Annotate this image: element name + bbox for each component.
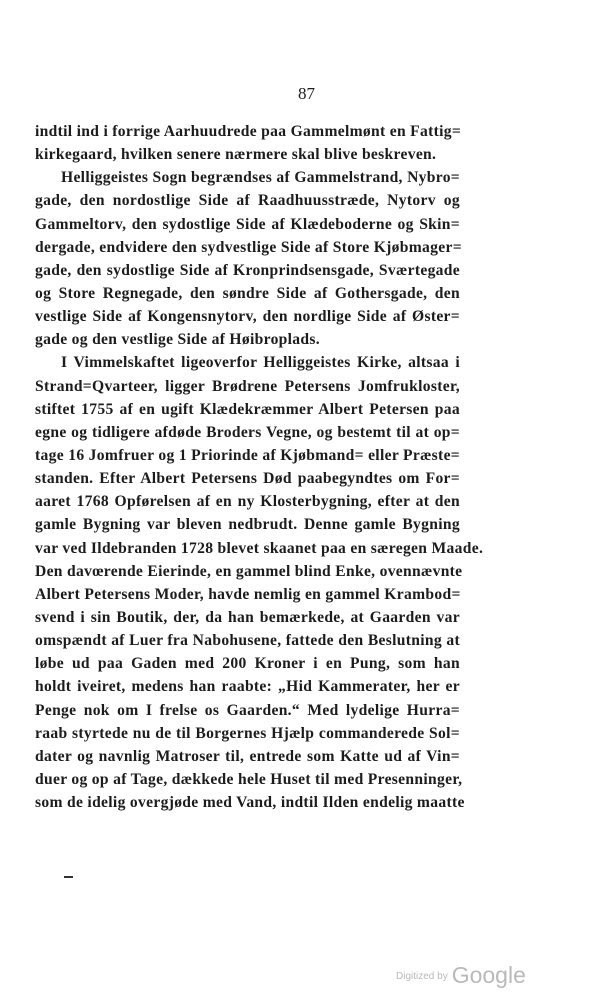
text-line: gade og den vestlige Side af Høibroplads. <box>35 331 320 349</box>
page-number: 87 <box>298 84 315 103</box>
text-line: I Vimmelskaftet ligeoverfor Helliggeistes Kirke, altsaa i <box>61 354 460 372</box>
digitized-watermark <box>396 962 526 989</box>
text-line: kirkegaard, hvilken senere nærmere skal blive beskreven. <box>35 146 437 164</box>
text-line: holdt iveiret, medens han raabte: „Hid Kammerater, her er <box>35 678 460 696</box>
text-line: og Store Regnegade, den søndre Side af Gothersgade, den <box>35 284 460 302</box>
text-line: gade, den nordostlige Side af Raadhuusstræde, Nytorv og <box>35 192 460 210</box>
text-line: vestlige Side af Kongensnytorv, den nordlige Side af Øster= <box>35 308 460 326</box>
text-line: duer og op af Tage, dækkede hele Huset til med Presenninger, <box>35 770 463 788</box>
text-line: raab styrtede nu de til Borgernes Hjælp commanderede Sol= <box>35 724 460 742</box>
text-line: Penge nok om I frelse os Gaarden.“ Med lydelige Hurra= <box>35 701 460 719</box>
watermark-prefix: Digitized by <box>396 971 448 982</box>
text-line: standen. Efter Albert Petersens Død paabegyndtes om For= <box>35 470 460 488</box>
text-line: Gammeltorv, den sydostlige Side af Klædeboderne og Skin= <box>35 215 460 233</box>
text-line: dater og navnlig Matroser til, entrede som Katte ud af Vin= <box>35 747 460 765</box>
text-line: aaret 1768 Opførelsen af en ny Klosterbygning, efter at den <box>35 493 460 511</box>
text-line: som de idelig overgjøde med Vand, indtil Ilden endelig maatte <box>35 794 465 812</box>
body-text <box>35 120 484 814</box>
text-line: Den davœrende Eierinde, en gammel blind Enke, ovennævnte <box>35 562 463 580</box>
text-line: svend i sin Boutik, der, da han bemærkede, at Gaarden var <box>35 608 460 626</box>
watermark-brand: Google <box>451 962 526 988</box>
text-line: løbe ud paa Gaden med 200 Kroner i en Pung, som han <box>35 655 460 673</box>
text-line: gade, den sydostlige Side af Kronprindsensgade, Sværtegade <box>35 261 460 279</box>
stray-mark <box>64 876 73 878</box>
text-line: egne og tidligere afdøde Broders Vegne, og bestemt til at op= <box>35 423 460 441</box>
text-line: tage 16 Jomfruer og 1 Priorinde af Kjøbmand= eller Præste= <box>35 446 460 464</box>
text-line: gamle Bygning var bleven nedbrudt. Denne gamle Bygning <box>35 516 460 534</box>
text-line: dergade, endvidere den sydvestlige Side af Store Kjøbmager= <box>35 238 462 256</box>
text-line: omspændt af Luer fra Nabohusene, fattede den Beslutning at <box>35 632 460 650</box>
text-line: stiftet 1755 af en ugift Klædekræmmer Albert Petersen paa <box>35 400 460 418</box>
text-line: Helliggeistes Sogn begrændses af Gammelstrand, Nybro= <box>61 169 460 187</box>
text-line: indtil ind i forrige Aarhuudrede paa Gammelmønt en Fattig= <box>35 123 462 140</box>
text-line: Albert Petersens Moder, havde nemlig en gammel Krambod= <box>35 585 461 603</box>
text-line: Strand=Qvarteer, ligger Brødrene Petersens Jomfrukloster, <box>35 377 460 395</box>
text-line: var ved Ildebranden 1728 blevet skaanet paa en særegen Maade. <box>35 539 484 557</box>
